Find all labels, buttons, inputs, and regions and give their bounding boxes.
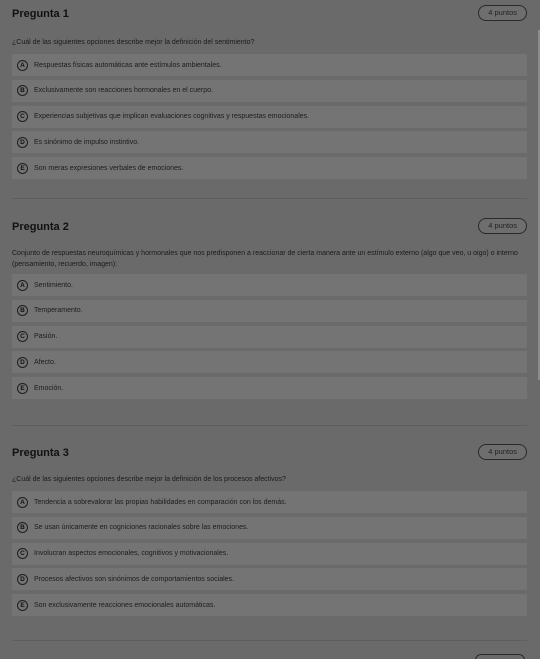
question-divider <box>12 425 527 426</box>
option-letter: A <box>17 60 28 71</box>
points-badge: 4 puntos <box>478 444 527 460</box>
options-list <box>12 54 527 179</box>
question-header <box>12 220 527 238</box>
next-points-badge <box>475 654 525 659</box>
option-letter: C <box>17 548 28 559</box>
option-e[interactable] <box>12 377 527 399</box>
option-d[interactable] <box>12 568 527 590</box>
option-letter: A <box>17 280 28 291</box>
option-letter: B <box>17 85 28 96</box>
question-title: Pregunta 1 <box>12 8 69 20</box>
question-2 <box>12 220 527 403</box>
option-a[interactable] <box>12 491 527 513</box>
option-text: Respuestas físicas automáticas ante estímulos ambientales. <box>34 61 222 69</box>
option-text: Afecto. <box>34 358 56 366</box>
option-letter: C <box>17 331 28 342</box>
option-letter: B <box>17 522 28 533</box>
question-divider <box>12 198 527 199</box>
option-e[interactable] <box>12 594 527 616</box>
question-title: Pregunta 2 <box>12 221 69 233</box>
option-c[interactable] <box>12 326 527 348</box>
option-text: Son meras expresiones verbales de emociones. <box>34 164 184 172</box>
points-badge: 4 puntos <box>478 218 527 234</box>
option-b[interactable] <box>12 300 527 322</box>
option-c[interactable] <box>12 543 527 565</box>
option-text: Exclusivamente son reacciones hormonales en el cuerpo. <box>34 87 213 95</box>
option-a[interactable] <box>12 54 527 76</box>
option-letter: D <box>17 137 28 148</box>
question-3 <box>12 446 527 620</box>
option-letter: A <box>17 497 28 508</box>
question-header <box>12 7 527 25</box>
option-c[interactable] <box>12 106 527 128</box>
option-text: Temperamento. <box>34 307 83 315</box>
option-d[interactable] <box>12 131 527 153</box>
option-letter: D <box>17 357 28 368</box>
option-text: Procesos afectivos son sinónimos de comportamientos sociales. <box>34 575 234 583</box>
options-list <box>12 274 527 399</box>
option-text: Tendencia a sobrevalorar las propias habilidades en comparación con los demás. <box>34 498 287 506</box>
question-text: ¿Cuál de las siguientes opciones describe mejor la definición de los procesos afectivos? <box>12 476 286 483</box>
option-text: Experiencias subjetivas que implican evaluaciones cognitivas y respuestas emocionales. <box>34 113 310 121</box>
question-text: Conjunto de respuestas neuroquímicas y hormonales que nos predisponen a reaccionar de cierta manera ante un estímulo externo (algo que veo, u oigo) o interno (pensamiento, recuerdo, imagen): <box>12 250 518 268</box>
question-header <box>12 446 527 464</box>
option-letter: E <box>17 163 28 174</box>
option-text: Involucran aspectos emocionales, cognitivos y motivacionales. <box>34 550 229 558</box>
option-letter: B <box>17 305 28 316</box>
question-text: ¿Cuál de las siguientes opciones describe mejor la definición del sentimiento? <box>12 39 255 46</box>
option-letter: E <box>17 383 28 394</box>
option-text: Se usan únicamente en cogniciones racionales sobre las emociones. <box>34 524 249 532</box>
option-letter: C <box>17 111 28 122</box>
option-b[interactable] <box>12 80 527 102</box>
option-text: Pasión. <box>34 333 58 341</box>
option-letter: E <box>17 600 28 611</box>
option-text: Son exclusivamente reacciones emocionales automáticas. <box>34 601 216 609</box>
option-d[interactable] <box>12 351 527 373</box>
question-1 <box>12 7 527 183</box>
question-title: Pregunta 3 <box>12 447 69 459</box>
question-divider <box>12 640 527 641</box>
option-text: Sentimiento. <box>34 281 73 289</box>
option-letter: D <box>17 574 28 585</box>
points-badge: 4 puntos <box>478 5 527 21</box>
option-text: Emoción. <box>34 384 64 392</box>
options-list <box>12 491 527 616</box>
option-e[interactable] <box>12 157 527 179</box>
option-b[interactable] <box>12 517 527 539</box>
option-text: Es sinónimo de impulso instintivo. <box>34 138 140 146</box>
option-a[interactable] <box>12 274 527 296</box>
